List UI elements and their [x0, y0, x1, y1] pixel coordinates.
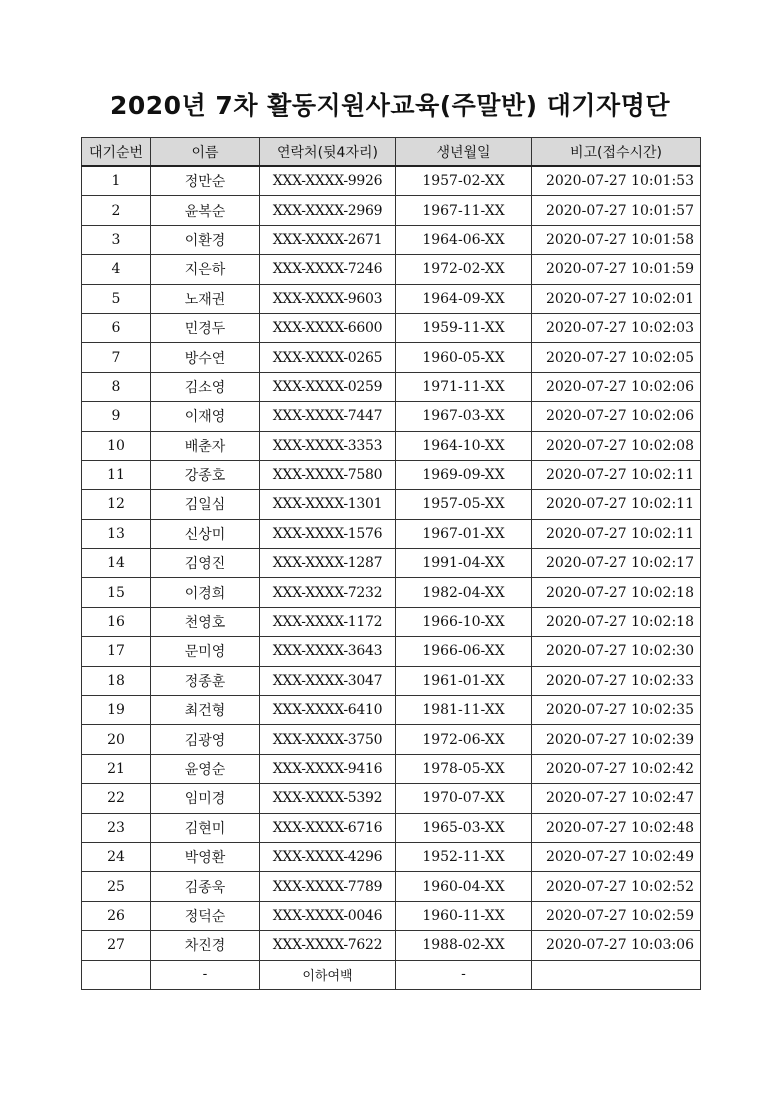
wait-number-cell: 16	[82, 607, 151, 636]
note-cell: 2020-07-27 10:02:06	[532, 402, 701, 431]
birthdate-cell: 1972-06-XX	[396, 725, 532, 754]
wait-number-cell: 8	[82, 372, 151, 401]
birthdate-cell: 1966-06-XX	[396, 637, 532, 666]
table-row	[82, 607, 701, 636]
tail-note-cell	[532, 960, 701, 989]
table-row	[82, 578, 701, 607]
note-cell: 2020-07-27 10:02:11	[532, 460, 701, 489]
name-cell: 이환경	[151, 225, 260, 254]
birthdate-cell: 1970-07-XX	[396, 784, 532, 813]
phone-cell: XXX-XXXX-3047	[260, 666, 396, 695]
birthdate-cell: 1965-03-XX	[396, 813, 532, 842]
tail-phone-cell: 이하여백	[260, 960, 396, 989]
table-header-row	[82, 138, 701, 167]
table-row	[82, 666, 701, 695]
note-cell: 2020-07-27 10:02:39	[532, 725, 701, 754]
note-cell: 2020-07-27 10:01:57	[532, 196, 701, 225]
wait-number-cell: 21	[82, 754, 151, 783]
birthdate-cell: 1964-10-XX	[396, 431, 532, 460]
tail-wait-number-cell	[82, 960, 151, 989]
birthdate-cell: 1988-02-XX	[396, 931, 532, 960]
name-cell: 윤영순	[151, 754, 260, 783]
header-name: 이름	[151, 138, 260, 167]
wait-number-cell: 12	[82, 490, 151, 519]
name-cell: 문미영	[151, 637, 260, 666]
note-cell: 2020-07-27 10:01:59	[532, 255, 701, 284]
table-row	[82, 255, 701, 284]
phone-cell: XXX-XXXX-6716	[260, 813, 396, 842]
header-phone: 연락처(뒷4자리)	[260, 138, 396, 167]
note-cell: 2020-07-27 10:01:58	[532, 225, 701, 254]
note-cell: 2020-07-27 10:01:53	[532, 166, 701, 196]
birthdate-cell: 1964-09-XX	[396, 284, 532, 313]
note-cell: 2020-07-27 10:02:18	[532, 607, 701, 636]
birthdate-cell: 1957-02-XX	[396, 166, 532, 196]
wait-number-cell: 9	[82, 402, 151, 431]
phone-cell: XXX-XXXX-2969	[260, 196, 396, 225]
birthdate-cell: 1978-05-XX	[396, 754, 532, 783]
wait-number-cell: 13	[82, 519, 151, 548]
table-row	[82, 196, 701, 225]
name-cell: 김소영	[151, 372, 260, 401]
table-row	[82, 784, 701, 813]
note-cell: 2020-07-27 10:02:47	[532, 784, 701, 813]
note-cell: 2020-07-27 10:02:33	[532, 666, 701, 695]
table-row	[82, 519, 701, 548]
phone-cell: XXX-XXXX-3643	[260, 637, 396, 666]
birthdate-cell: 1960-04-XX	[396, 872, 532, 901]
note-cell: 2020-07-27 10:02:48	[532, 813, 701, 842]
birthdate-cell: 1972-02-XX	[396, 255, 532, 284]
wait-number-cell: 15	[82, 578, 151, 607]
wait-number-cell: 11	[82, 460, 151, 489]
wait-number-cell: 5	[82, 284, 151, 313]
table-row	[82, 402, 701, 431]
wait-number-cell: 26	[82, 901, 151, 930]
phone-cell: XXX-XXXX-1576	[260, 519, 396, 548]
birthdate-cell: 1960-05-XX	[396, 343, 532, 372]
wait-number-cell: 4	[82, 255, 151, 284]
table-row	[82, 931, 701, 960]
name-cell: 신상미	[151, 519, 260, 548]
note-cell: 2020-07-27 10:02:11	[532, 490, 701, 519]
birthdate-cell: 1969-09-XX	[396, 460, 532, 489]
tail-birthdate-cell: -	[396, 960, 532, 989]
name-cell: 차진경	[151, 931, 260, 960]
birthdate-cell: 1967-03-XX	[396, 402, 532, 431]
name-cell: 배춘자	[151, 431, 260, 460]
table-row	[82, 225, 701, 254]
phone-cell: XXX-XXXX-7580	[260, 460, 396, 489]
phone-cell: XXX-XXXX-7789	[260, 872, 396, 901]
wait-number-cell: 2	[82, 196, 151, 225]
birthdate-cell: 1959-11-XX	[396, 313, 532, 342]
table-row	[82, 813, 701, 842]
note-cell: 2020-07-27 10:02:49	[532, 842, 701, 871]
table-row	[82, 696, 701, 725]
table-body	[82, 166, 701, 989]
name-cell: 천영호	[151, 607, 260, 636]
table-row	[82, 549, 701, 578]
name-cell: 박영환	[151, 842, 260, 871]
wait-number-cell: 22	[82, 784, 151, 813]
header-note: 비고(접수시간)	[532, 138, 701, 167]
phone-cell: XXX-XXXX-1287	[260, 549, 396, 578]
name-cell: 지은하	[151, 255, 260, 284]
birthdate-cell: 1964-06-XX	[396, 225, 532, 254]
name-cell: 임미경	[151, 784, 260, 813]
name-cell: 김일심	[151, 490, 260, 519]
phone-cell: XXX-XXXX-0046	[260, 901, 396, 930]
phone-cell: XXX-XXXX-7447	[260, 402, 396, 431]
name-cell: 이경희	[151, 578, 260, 607]
table-row	[82, 872, 701, 901]
name-cell: 이재영	[151, 402, 260, 431]
name-cell: 김광영	[151, 725, 260, 754]
note-cell: 2020-07-27 10:02:11	[532, 519, 701, 548]
phone-cell: XXX-XXXX-7622	[260, 931, 396, 960]
table-row	[82, 754, 701, 783]
name-cell: 강종호	[151, 460, 260, 489]
note-cell: 2020-07-27 10:02:30	[532, 637, 701, 666]
name-cell: 방수연	[151, 343, 260, 372]
table-row-blank-remainder	[82, 960, 701, 989]
wait-number-cell: 27	[82, 931, 151, 960]
name-cell: 김현미	[151, 813, 260, 842]
name-cell: 최건형	[151, 696, 260, 725]
wait-number-cell: 3	[82, 225, 151, 254]
wait-number-cell: 6	[82, 313, 151, 342]
table-row	[82, 166, 701, 196]
phone-cell: XXX-XXXX-9603	[260, 284, 396, 313]
wait-number-cell: 20	[82, 725, 151, 754]
birthdate-cell: 1982-04-XX	[396, 578, 532, 607]
wait-number-cell: 25	[82, 872, 151, 901]
wait-number-cell: 23	[82, 813, 151, 842]
name-cell: 노재권	[151, 284, 260, 313]
birthdate-cell: 1960-11-XX	[396, 901, 532, 930]
birthdate-cell: 1952-11-XX	[396, 842, 532, 871]
header-wait-number: 대기순번	[82, 138, 151, 167]
table-row	[82, 284, 701, 313]
birthdate-cell: 1966-10-XX	[396, 607, 532, 636]
table-row	[82, 490, 701, 519]
name-cell: 김종욱	[151, 872, 260, 901]
table-row	[82, 372, 701, 401]
table-row	[82, 842, 701, 871]
phone-cell: XXX-XXXX-4296	[260, 842, 396, 871]
phone-cell: XXX-XXXX-3750	[260, 725, 396, 754]
birthdate-cell: 1967-11-XX	[396, 196, 532, 225]
name-cell: 정종훈	[151, 666, 260, 695]
phone-cell: XXX-XXXX-9416	[260, 754, 396, 783]
phone-cell: XXX-XXXX-9926	[260, 166, 396, 196]
phone-cell: XXX-XXXX-6410	[260, 696, 396, 725]
wait-number-cell: 10	[82, 431, 151, 460]
name-cell: 윤복순	[151, 196, 260, 225]
phone-cell: XXX-XXXX-5392	[260, 784, 396, 813]
wait-number-cell: 24	[82, 842, 151, 871]
page-title: 2020년 7차 활동지원사교육(주말반) 대기자명단	[110, 91, 670, 120]
note-cell: 2020-07-27 10:02:01	[532, 284, 701, 313]
phone-cell: XXX-XXXX-0265	[260, 343, 396, 372]
phone-cell: XXX-XXXX-1172	[260, 607, 396, 636]
birthdate-cell: 1971-11-XX	[396, 372, 532, 401]
table-row	[82, 637, 701, 666]
tail-name-cell: -	[151, 960, 260, 989]
table-row	[82, 725, 701, 754]
note-cell: 2020-07-27 10:02:59	[532, 901, 701, 930]
phone-cell: XXX-XXXX-7232	[260, 578, 396, 607]
birthdate-cell: 1961-01-XX	[396, 666, 532, 695]
table-row	[82, 431, 701, 460]
phone-cell: XXX-XXXX-3353	[260, 431, 396, 460]
phone-cell: XXX-XXXX-6600	[260, 313, 396, 342]
note-cell: 2020-07-27 10:02:52	[532, 872, 701, 901]
phone-cell: XXX-XXXX-2671	[260, 225, 396, 254]
waitlist-table	[81, 137, 701, 990]
note-cell: 2020-07-27 10:02:08	[532, 431, 701, 460]
phone-cell: XXX-XXXX-1301	[260, 490, 396, 519]
birthdate-cell: 1981-11-XX	[396, 696, 532, 725]
phone-cell: XXX-XXXX-0259	[260, 372, 396, 401]
birthdate-cell: 1967-01-XX	[396, 519, 532, 548]
birthdate-cell: 1957-05-XX	[396, 490, 532, 519]
note-cell: 2020-07-27 10:02:18	[532, 578, 701, 607]
name-cell: 민경두	[151, 313, 260, 342]
name-cell: 김영진	[151, 549, 260, 578]
name-cell: 정덕순	[151, 901, 260, 930]
table-row	[82, 460, 701, 489]
table-row	[82, 901, 701, 930]
note-cell: 2020-07-27 10:02:17	[532, 549, 701, 578]
note-cell: 2020-07-27 10:03:06	[532, 931, 701, 960]
table-row	[82, 313, 701, 342]
note-cell: 2020-07-27 10:02:03	[532, 313, 701, 342]
note-cell: 2020-07-27 10:02:42	[532, 754, 701, 783]
phone-cell: XXX-XXXX-7246	[260, 255, 396, 284]
note-cell: 2020-07-27 10:02:05	[532, 343, 701, 372]
table-row	[82, 343, 701, 372]
wait-number-cell: 1	[82, 166, 151, 196]
birthdate-cell: 1991-04-XX	[396, 549, 532, 578]
wait-number-cell: 17	[82, 637, 151, 666]
header-birthdate: 생년월일	[396, 138, 532, 167]
note-cell: 2020-07-27 10:02:35	[532, 696, 701, 725]
note-cell: 2020-07-27 10:02:06	[532, 372, 701, 401]
wait-number-cell: 18	[82, 666, 151, 695]
wait-number-cell: 7	[82, 343, 151, 372]
wait-number-cell: 19	[82, 696, 151, 725]
name-cell: 정만순	[151, 166, 260, 196]
wait-number-cell: 14	[82, 549, 151, 578]
